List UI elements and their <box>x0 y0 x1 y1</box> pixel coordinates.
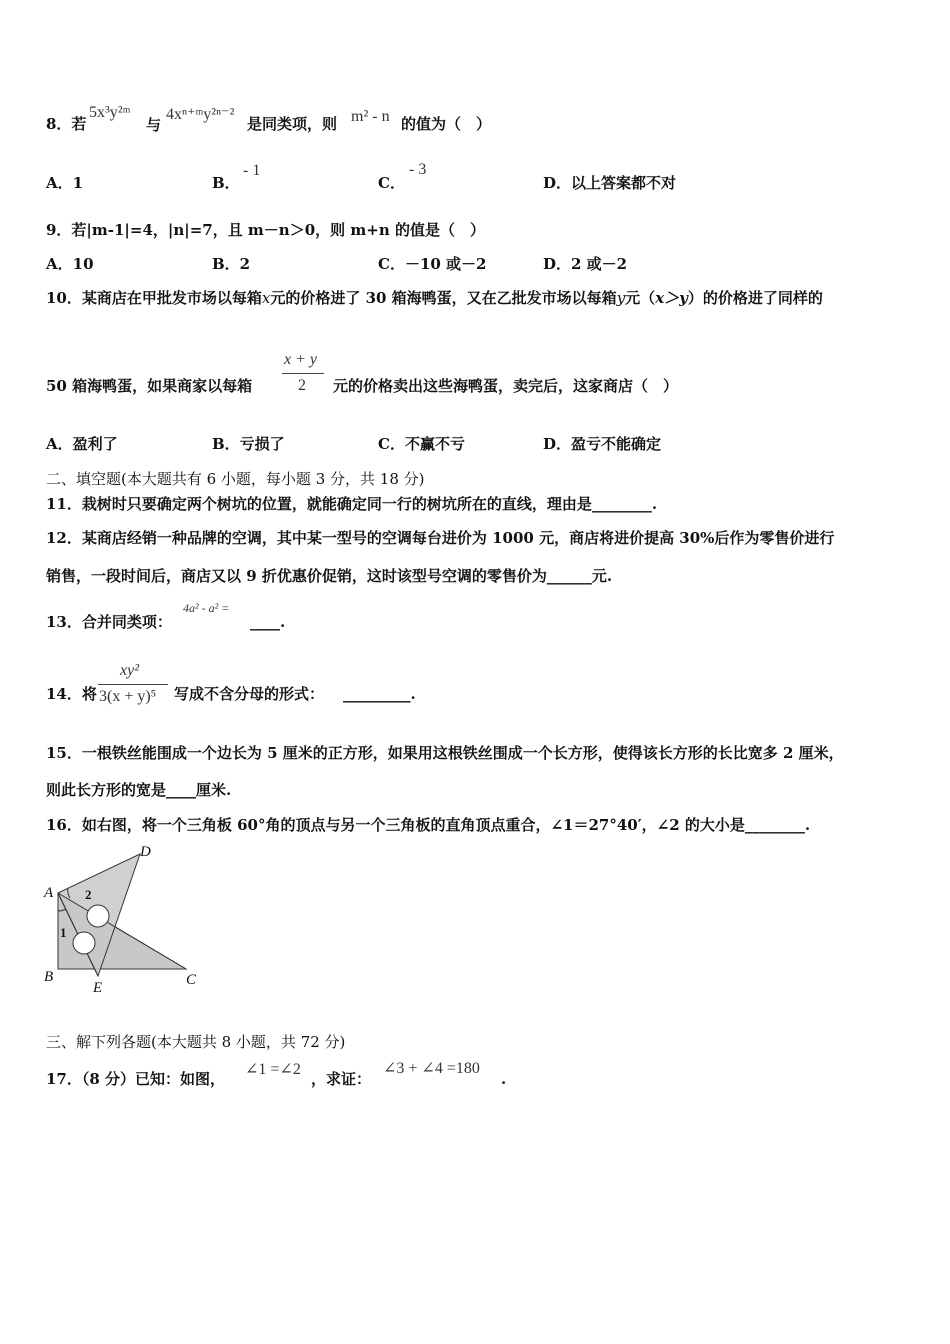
q10-fraction-denominator: 2 <box>298 377 306 394</box>
label-angle-2: 2 <box>85 887 92 902</box>
label-angle-1: 1 <box>60 925 67 940</box>
q10-option-b: B．亏损了 <box>212 435 285 453</box>
q12-line1: 12．某商店经销一种品牌的空调，其中某一型号的空调每台进价为 1000 元，商店将进价提高 30%后作为零售价进行 <box>46 529 835 547</box>
q10-option-d: D．盈亏不能确定 <box>543 435 662 453</box>
q10-option-c: C．不赢不亏 <box>378 435 465 453</box>
q16-triangle-figure <box>40 838 210 998</box>
label-e: E <box>93 980 103 996</box>
q9-text: 9．若|m-1|=4，|n|=7，且 m－n＞0，则 m+n 的值是（ ） <box>46 221 485 239</box>
q16-text: 16．如右图，将一个三角板 60°角的顶点与另一个三角板的直角顶点重合，∠1＝27°40′，∠2 的大小是________. <box>46 816 811 834</box>
q9-option-b: B．2 <box>212 255 251 273</box>
q11-text: 11．栽树时只要确定两个树坑的位置，就能确定同一行的树坑所在的直线，理由是________. <box>46 495 658 513</box>
section-3-heading: 三、解下列各题(本大题共 8 小题，共 72 分) <box>46 1033 346 1051</box>
q10-var-x: x <box>261 289 271 307</box>
q10-line1-a: 10．某商店在甲批发市场以每箱 <box>46 289 262 307</box>
label-a: A <box>44 885 54 901</box>
q17-end: . <box>501 1070 507 1088</box>
q12-line2: 销售，一段时间后，商店又以 9 折优惠价促销，这时该型号空调的零售价为______元. <box>46 567 613 585</box>
q14-label: 14．将 <box>46 685 97 703</box>
q8-expr2: 4xⁿ⁺ᵐy²ⁿ⁻² <box>166 106 235 123</box>
q8-mid: 是同类项，则 <box>247 115 338 133</box>
q14-fraction-bar <box>98 684 168 685</box>
q8-option-b-label: B． <box>212 174 240 192</box>
label-b: B <box>44 969 54 985</box>
q10-var-y: y <box>616 289 626 307</box>
q15-line2: 则此长方形的宽是____厘米. <box>46 781 232 799</box>
q15-line1: 15．一根铁丝能围成一个边长为 5 厘米的正方形，如果用这根铁丝围成一个长方形，使得该长方形的长比宽多 2 厘米， <box>46 744 844 762</box>
section-2-heading: 二、填空题(本大题共有 6 小题，每小题 3 分，共 18 分) <box>46 470 425 488</box>
q8-option-d: D．以上答案都不对 <box>543 174 677 192</box>
q8-option-c-value: - 3 <box>409 161 427 178</box>
q14-after: 写成不含分母的形式： <box>174 685 325 703</box>
q10-line2-b: 元的价格卖出这些海鸭蛋，卖完后，这家商店（ ） <box>333 377 679 395</box>
q17-mid: ，求证： <box>311 1070 372 1088</box>
q10-line1-b: 元的价格进了 30 箱海鸭蛋，又在乙批发市场以每箱 <box>270 289 617 307</box>
q9-option-d: D．2 或－2 <box>543 255 628 273</box>
q8-end: 的值为（ ） <box>401 115 492 133</box>
q8-option-a: A．1 <box>46 174 84 192</box>
q14-fraction-numerator: xy² <box>120 662 139 679</box>
q10-option-a: A．盈利了 <box>46 435 118 453</box>
q14-blank: _________. <box>343 685 416 703</box>
q8-expr3: m² - n <box>351 108 390 125</box>
q8-expr1: 5x³y²ᵐ <box>89 104 131 121</box>
q10-line2-a: 50 箱海鸭蛋，如果商家以每箱 <box>46 377 253 395</box>
q10-line1-c: 元（ <box>625 289 656 307</box>
q10-fraction-numerator: x + y <box>284 351 317 368</box>
q10-condition: x＞y <box>655 289 688 307</box>
q13-label: 13．合并同类项： <box>46 613 172 631</box>
q9-option-c: C．－10 或－2 <box>378 255 487 273</box>
q8-option-b-value: - 1 <box>243 162 261 179</box>
triangle-hole-upper <box>87 905 109 927</box>
q13-blank: ____. <box>250 613 286 631</box>
q8-option-c-label: C． <box>378 174 405 192</box>
label-d: D <box>140 844 151 860</box>
q8-yu: 与 <box>146 116 162 134</box>
q10-line1 <box>46 288 823 308</box>
q9-option-a: A．10 <box>46 255 94 273</box>
q17-given: ∠1 =∠2 <box>245 1061 301 1078</box>
q10-line1-d: ）的价格进了同样的 <box>687 289 823 307</box>
q8-number: 8．若 <box>46 115 87 133</box>
q14-fraction-denominator: 3(x + y)⁵ <box>99 688 157 705</box>
q17-prove: ∠3 + ∠4 =180 <box>383 1060 480 1077</box>
triangle-hole-lower <box>73 932 95 954</box>
label-c: C <box>186 972 197 988</box>
q10-fraction-bar <box>282 373 324 374</box>
q17-label: 17．（8 分）已知：如图， <box>46 1070 226 1088</box>
q13-expression: 4a² - a² = <box>183 601 230 615</box>
